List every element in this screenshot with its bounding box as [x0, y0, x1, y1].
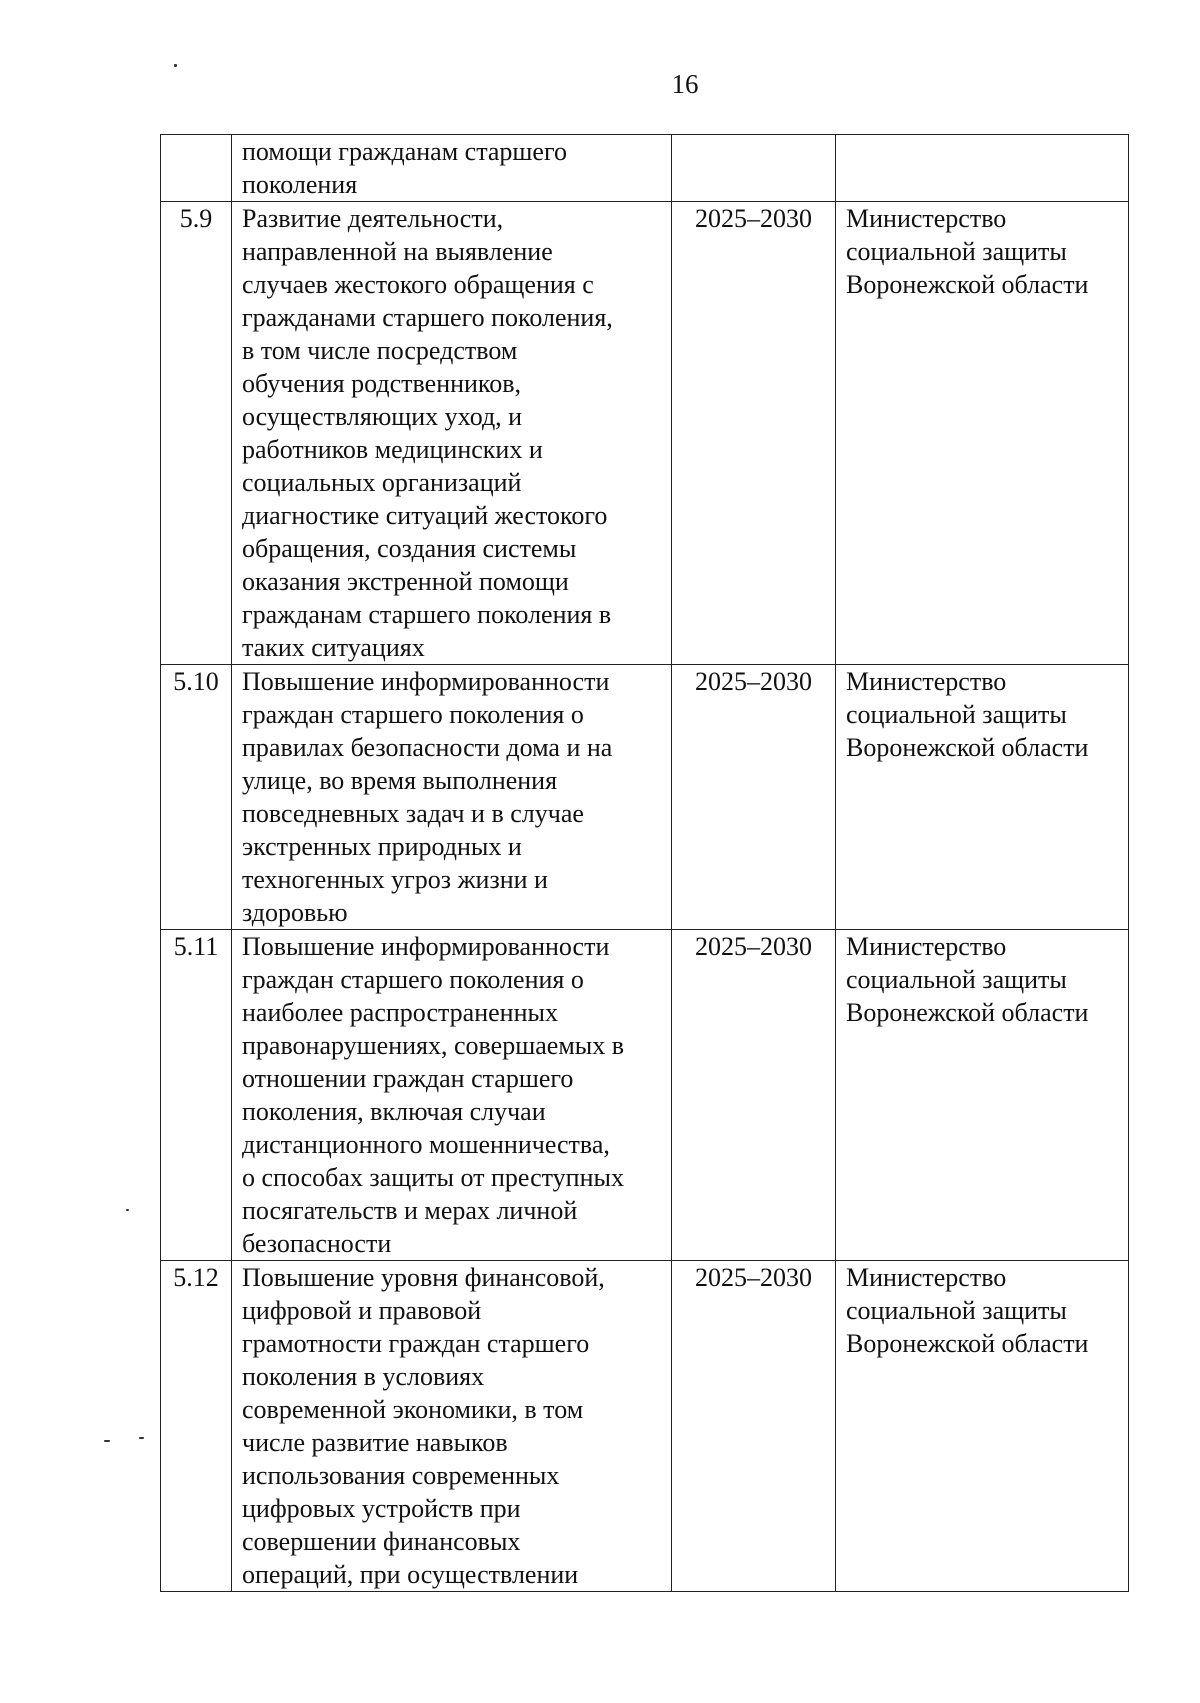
responsible-line: социальной защиты — [846, 700, 1067, 729]
description-line: Повышение уровня финансовой, — [242, 1263, 605, 1292]
responsible-line: Министерство — [846, 1263, 1007, 1292]
item-period: 2025–2030 — [672, 1261, 836, 1592]
description-line: Повышение информированности — [242, 667, 610, 696]
item-period: 2025–2030 — [672, 202, 836, 665]
description-line: грамотности граждан старшего — [242, 1329, 590, 1358]
item-responsible — [836, 135, 1129, 202]
description-line: улице, во время выполнения — [242, 766, 558, 795]
page-number: 16 — [671, 69, 699, 99]
responsible-line: Министерство — [846, 204, 1007, 233]
responsible-line: социальной защиты — [846, 237, 1067, 266]
description-line: осуществляющих уход, и — [242, 402, 523, 431]
description-line: обращения, создания системы — [242, 534, 577, 563]
item-description — [232, 930, 672, 1261]
item-description — [232, 202, 672, 665]
table-row — [161, 930, 1129, 1261]
responsible-line: Министерство — [846, 667, 1007, 696]
scan-speck — [104, 1440, 110, 1442]
description-line: использования современных — [242, 1461, 560, 1490]
description-line: повседневных задач и в случае — [242, 799, 584, 828]
description-line: Развитие деятельности, — [242, 204, 504, 233]
description-line: обучения родственников, — [242, 369, 522, 398]
item-description — [232, 665, 672, 930]
description-line: цифровых устройств при — [242, 1494, 521, 1523]
responsible-line: Воронежской области — [846, 733, 1089, 762]
table-row — [161, 1261, 1129, 1592]
item-responsible — [836, 665, 1129, 930]
responsible-line: социальной защиты — [846, 965, 1067, 994]
description-line: наиболее распространенных — [242, 998, 558, 1027]
description-line: оказания экстренной помощи — [242, 567, 569, 596]
description-line: правонарушениях, совершаемых в — [242, 1031, 625, 1060]
description-line: здоровью — [242, 898, 348, 927]
description-line: безопасности — [242, 1229, 392, 1258]
scan-speck — [174, 64, 177, 67]
item-responsible — [836, 1261, 1129, 1592]
item-period: 2025–2030 — [672, 665, 836, 930]
description-line: посягательств и мерах личной — [242, 1196, 578, 1225]
responsible-line: Воронежской области — [846, 998, 1089, 1027]
description-line: диагностике ситуаций жестокого — [242, 501, 608, 530]
description-line: цифровой и правовой — [242, 1296, 482, 1325]
description-line: поколения в условиях — [242, 1362, 485, 1391]
description-line: гражданам старшего поколения в — [242, 600, 612, 629]
item-number: 5.12 — [161, 1261, 232, 1592]
description-line: операций, при осуществлении — [242, 1560, 579, 1589]
responsible-line: Воронежской области — [846, 270, 1089, 299]
item-number: 5.10 — [161, 665, 232, 930]
scan-speck — [139, 1437, 144, 1439]
activities-table — [160, 134, 1129, 1592]
description-line: таких ситуациях — [242, 633, 425, 662]
item-description — [232, 1261, 672, 1592]
description-line: техногенных угроз жизни и — [242, 865, 548, 894]
description-line: граждан старшего поколения о — [242, 700, 584, 729]
description-line: экстренных природных и — [242, 832, 522, 861]
description-line: направленной на выявление — [242, 237, 553, 266]
item-responsible — [836, 930, 1129, 1261]
description-line: современной экономики, в том — [242, 1395, 584, 1424]
description-line: отношении граждан старшего — [242, 1064, 574, 1093]
item-description — [232, 135, 672, 202]
responsible-line: социальной защиты — [846, 1296, 1067, 1325]
description-line: работников медицинских и — [242, 435, 543, 464]
description-line: гражданами старшего поколения, — [242, 303, 613, 332]
description-line: совершении финансовых — [242, 1527, 521, 1556]
description-line: в том числе посредством — [242, 336, 518, 365]
description-line: граждан старшего поколения о — [242, 965, 584, 994]
description-line: поколения — [242, 170, 358, 199]
item-number: 5.9 — [161, 202, 232, 665]
responsible-line: Воронежской области — [846, 1329, 1089, 1358]
description-line: правилах безопасности дома и на — [242, 733, 613, 762]
description-line: помощи гражданам старшего — [242, 137, 567, 166]
item-number — [161, 135, 232, 202]
description-line: поколения, включая случаи — [242, 1097, 546, 1126]
responsible-line: Министерство — [846, 932, 1007, 961]
table-body — [161, 135, 1129, 1592]
table-row — [161, 202, 1129, 665]
description-line: случаев жестокого обращения с — [242, 270, 594, 299]
item-period — [672, 135, 836, 202]
description-line: дистанционного мошенничества, — [242, 1130, 610, 1159]
scan-speck — [126, 1209, 129, 1211]
description-line: числе развитие навыков — [242, 1428, 508, 1457]
table-row — [161, 135, 1129, 202]
table-row — [161, 665, 1129, 930]
item-number: 5.11 — [161, 930, 232, 1261]
description-line: о способах защиты от преступных — [242, 1163, 624, 1192]
description-line: Повышение информированности — [242, 932, 610, 961]
item-period: 2025–2030 — [672, 930, 836, 1261]
item-responsible — [836, 202, 1129, 665]
description-line: социальных организаций — [242, 468, 522, 497]
